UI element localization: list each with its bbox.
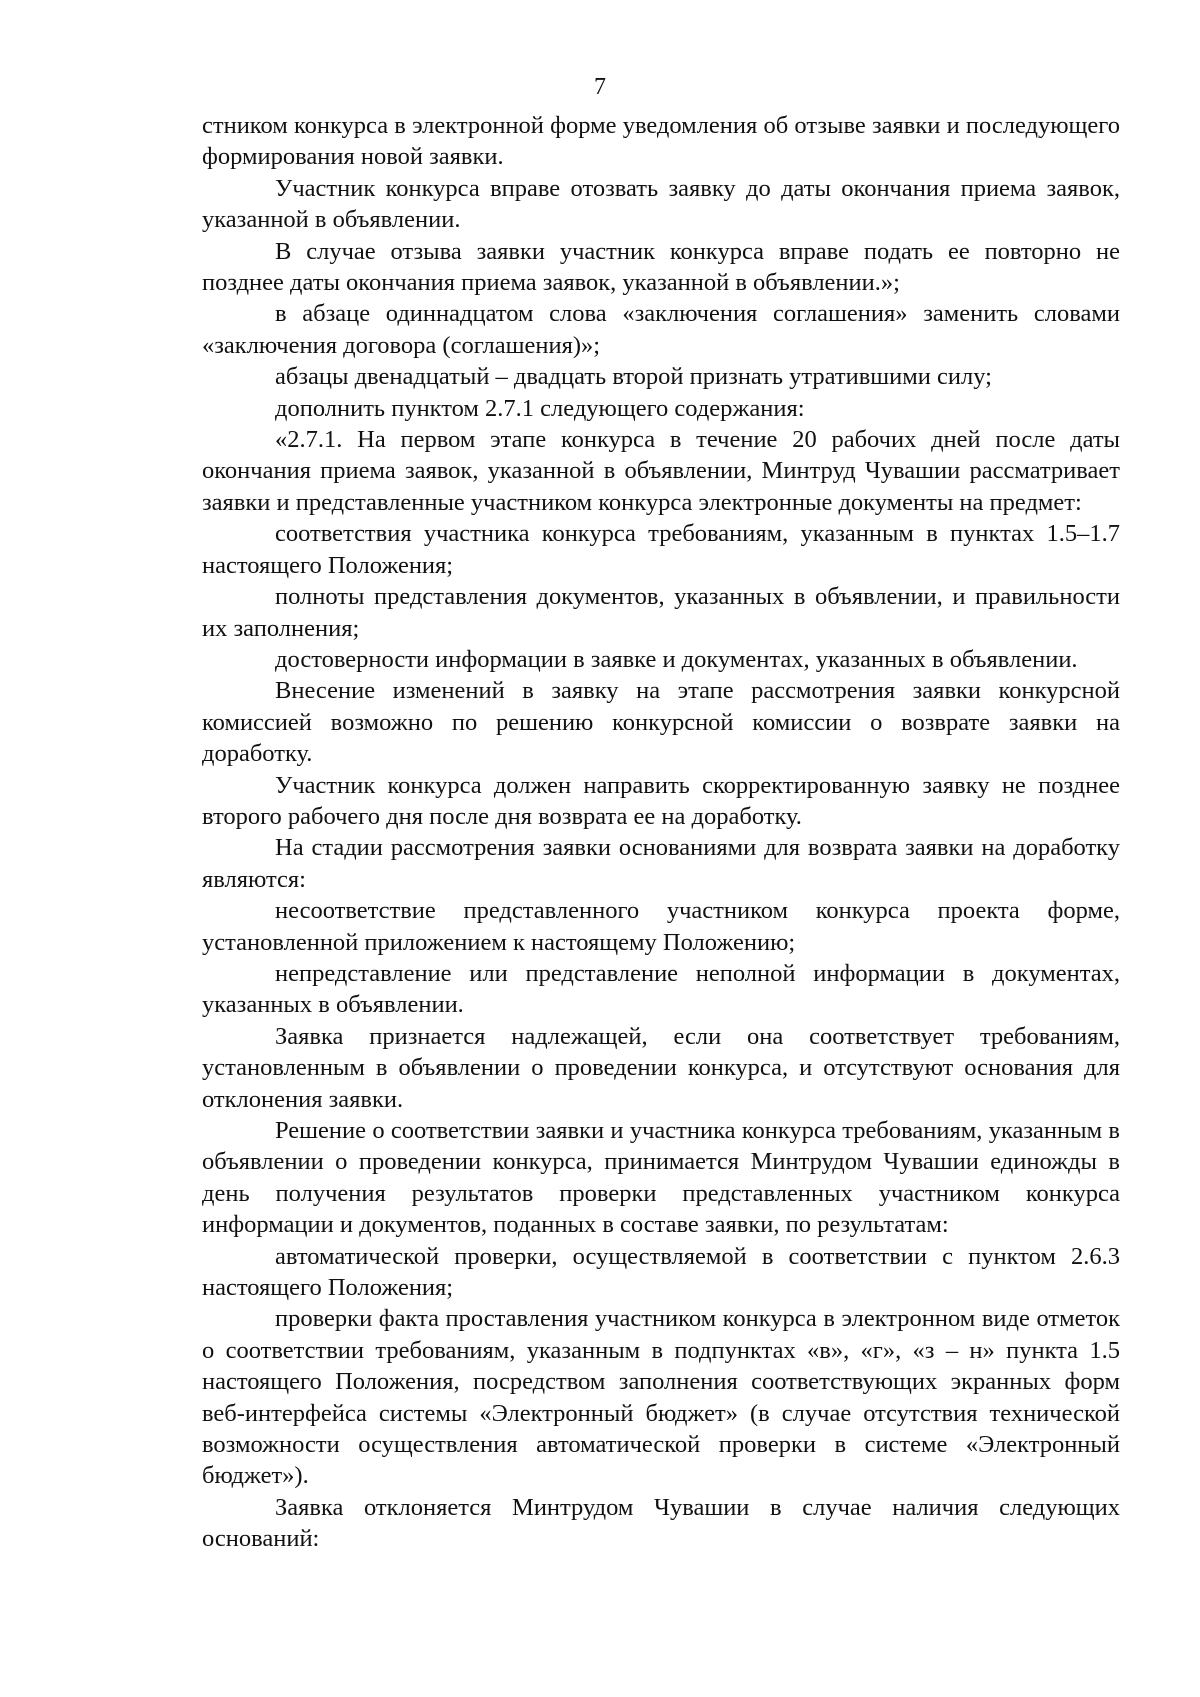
paragraph: дополнить пунктом 2.7.1 следующего содержания: bbox=[275, 394, 805, 422]
document-body bbox=[202, 110, 1120, 1555]
paragraph: Внесение изменений в заявку на этапе рассмотрения заявки конкурсной комиссией возможно по решению конкурсной комиссии о возврате заявки на доработку. bbox=[202, 677, 1120, 768]
paragraph: непредставление или представление неполной информации в документах, указанных в объявлении. bbox=[202, 959, 1120, 1019]
paragraph: проверки факта проставления участником конкурса в электронном виде отметок о соответствии требованиям, указанным в подпунктах «в», «г», «з – н» пункта 1.5 настоящего Положения, посредством заполнения соответствующих экранных форм веб-интерфейса системы «Электронный бюджет» (в случае отсутствия технической возможности осуществления автоматической проверки в системе «Электронный бюджет»). bbox=[202, 1305, 1120, 1490]
paragraph: Участник конкурса должен направить скорректированную заявку не позднее второго рабочего дня после дня возврата ее на доработку. bbox=[202, 771, 1120, 830]
paragraph: автоматической проверки, осуществляемой в соответствии с пунктом 2.6.3 настоящего Положения; bbox=[202, 1242, 1120, 1302]
paragraph: Заявка признается надлежащей, если она соответствует требованиям, установленным в объявлении о проведении конкурса, и отсутствуют основания для отклонения заявки. bbox=[202, 1022, 1120, 1113]
paragraph: полноты представления документов, указанных в объявлении, и правильности их заполнения; bbox=[202, 583, 1120, 642]
paragraph: достоверности информации в заявке и документах, указанных в объявлении. bbox=[275, 645, 1078, 673]
paragraph: Участник конкурса вправе отозвать заявку до даты окончания приема заявок, указанной в объявлении. bbox=[202, 174, 1120, 234]
paragraph: абзацы двенадцатый – двадцать второй признать утратившими силу; bbox=[275, 363, 992, 391]
page-number: 7 bbox=[594, 74, 606, 100]
paragraph: несоответствие представленного участником конкурса проекта форме, установленной приложением к настоящему Положению; bbox=[202, 897, 1120, 956]
paragraph: На стадии рассмотрения заявки основаниями для возврата заявки на доработку являются: bbox=[202, 834, 1120, 893]
paragraph: стником конкурса в электронной форме уведомления об отзыве заявки и последующего формирования новой заявки. bbox=[202, 112, 1120, 171]
paragraph: соответствия участника конкурса требованиям, указанным в пунктах 1.5–1.7 настоящего Положения; bbox=[202, 520, 1120, 579]
paragraph: «2.7.1. На первом этапе конкурса в течение 20 рабочих дней после даты окончания приема заявок, указанной в объявлении, Минтруд Чувашии рассматривает заявки и представленные участником конкурса электронные документы на предмет: bbox=[202, 426, 1120, 516]
paragraph: Решение о соответствии заявки и участника конкурса требованиям, указанным в объявлении о проведении конкурса, принимается Минтрудом Чувашии единожды в день получения результатов проверки представленных участником конкурса информации и документов, поданных в составе заявки, по результатам: bbox=[202, 1117, 1120, 1239]
paragraph: Заявка отклоняется Минтрудом Чувашии в случае наличия следующих оснований: bbox=[202, 1493, 1120, 1553]
paragraph: В случае отзыва заявки участник конкурса вправе подать ее повторно не позднее даты окончания приема заявок, указанной в объявлении.»; bbox=[202, 237, 1120, 297]
paragraph: в абзаце одиннадцатом слова «заключения соглашения» заменить словами «заключения договора (соглашения)»; bbox=[202, 300, 1120, 359]
